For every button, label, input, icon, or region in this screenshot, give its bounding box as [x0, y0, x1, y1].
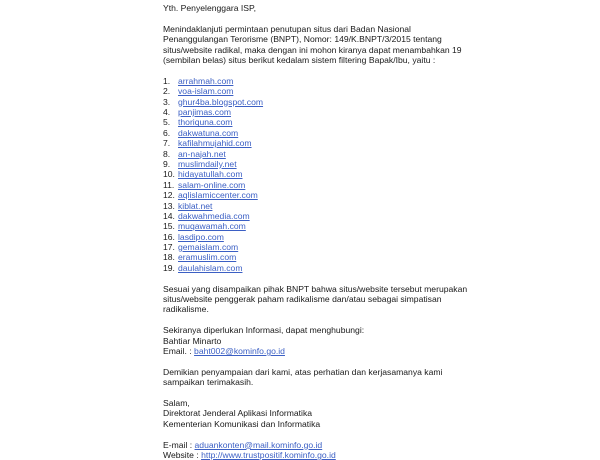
site-number: 1. — [163, 75, 171, 86]
site-number: 10. — [163, 169, 175, 180]
site-number: 8. — [163, 148, 171, 159]
site-number: 5. — [163, 117, 171, 128]
signature-greeting: Salam, — [163, 398, 190, 409]
salutation: Yth. Penyelenggara ISP, — [163, 3, 257, 13]
list-item — [163, 128, 583, 138]
list-item — [163, 107, 583, 117]
list-item — [163, 169, 583, 179]
intro-line: Penanggulangan Terorisme (BNPT), Nomor: 149/K.BNPT/3/2015 tentang — [163, 34, 442, 45]
closing-line: sampaikan terimakasih. — [163, 377, 254, 388]
site-link[interactable]: muqawamah.com — [178, 221, 246, 232]
list-item — [163, 232, 583, 242]
site-link[interactable]: dakwahmedia.com — [178, 210, 250, 221]
footer-website-row — [163, 450, 583, 460]
list-item — [163, 76, 583, 86]
list-item — [163, 159, 583, 169]
footer-website-label: Website : — [163, 450, 199, 460]
site-number: 2. — [163, 86, 171, 97]
site-link[interactable]: kiblat.net — [178, 200, 213, 211]
intro-line: situs/website radikal, maka dengan ini mohon kiranya dapat menambahkan 19 — [163, 44, 462, 55]
reason-line: situs/website penggerak paham radikalisme dan/atau sebagai simpatisan — [163, 294, 442, 305]
contact-name: Bahtiar Minarto — [163, 335, 222, 346]
site-number: 3. — [163, 96, 171, 107]
list-item — [163, 242, 583, 252]
contact-email-row — [163, 346, 583, 356]
intro-paragraph — [163, 24, 583, 66]
reason-line: radikalisme. — [163, 304, 209, 315]
list-item — [163, 221, 583, 231]
blocked-site-list — [163, 76, 583, 273]
site-number: 7. — [163, 138, 171, 149]
site-link[interactable]: an-najah.net — [178, 148, 226, 159]
site-number: 18. — [163, 252, 175, 263]
contact-intro: Sekiranya diperlukan Informasi, dapat menghubungi: — [163, 325, 365, 336]
closing-paragraph — [163, 367, 583, 388]
list-item — [163, 201, 583, 211]
footer-email-link[interactable]: aduankonten@mail.kominfo.go.id — [194, 439, 323, 450]
site-link[interactable]: lasdipo.com — [178, 231, 224, 242]
footer-email-label: E-mail : — [163, 439, 193, 450]
list-item — [163, 97, 583, 107]
site-link[interactable]: panjimas.com — [178, 106, 232, 117]
list-item — [163, 211, 583, 221]
signature-block — [163, 398, 583, 429]
site-link[interactable]: muslimdaily.net — [178, 158, 237, 169]
site-link[interactable]: daulahislam.com — [178, 262, 243, 273]
signature-department: Direktorat Jenderal Aplikasi Informatika — [163, 408, 313, 419]
site-link[interactable]: dakwatuna.com — [178, 127, 239, 138]
footer-website-link[interactable]: http://www.trustpositif.kominfo.go.id — [201, 450, 336, 460]
site-number: 17. — [163, 242, 175, 253]
signature-ministry: Kementerian Komunikasi dan Informatika — [163, 418, 321, 429]
list-item — [163, 180, 583, 190]
site-link[interactable]: voa-islam.com — [178, 86, 234, 97]
site-number: 6. — [163, 127, 171, 138]
contact-email-link[interactable]: baht002@kominfo.go.id — [194, 346, 285, 357]
reason-line: Sesuai yang disampaikan pihak BNPT bahwa situs/website tersebut merupakan — [163, 283, 468, 294]
site-number: 16. — [163, 231, 175, 242]
site-number: 14. — [163, 210, 175, 221]
list-item — [163, 117, 583, 127]
closing-line: Demikian penyampaian dari kami, atas perhatian dan kerjasamanya kami — [163, 366, 443, 377]
contact-block — [163, 325, 583, 356]
site-number: 13. — [163, 200, 175, 211]
intro-line: Menindaklanjuti permintaan penutupan situs dari Badan Nasional — [163, 23, 411, 34]
site-link[interactable]: aqlislamiccenter.com — [178, 190, 258, 201]
intro-line: (sembilan belas) situs berikut kedalam sistem filtering Bapak/Ibu, yaitu : — [163, 55, 436, 66]
footer-email-row — [163, 440, 583, 450]
list-item — [163, 138, 583, 148]
list-item — [163, 263, 583, 273]
email-letter-body — [163, 3, 583, 460]
site-link[interactable]: hidayatullah.com — [178, 169, 243, 180]
list-item — [163, 190, 583, 200]
site-number: 11. — [163, 179, 175, 190]
site-number: 9. — [163, 158, 171, 169]
site-number: 15. — [163, 221, 175, 232]
list-item — [163, 86, 583, 96]
site-link[interactable]: gemaislam.com — [178, 242, 239, 253]
list-item — [163, 149, 583, 159]
site-link[interactable]: ghur4ba.blogspot.com — [178, 96, 264, 107]
site-link[interactable]: kafilahmujahid.com — [178, 138, 252, 149]
reason-paragraph — [163, 284, 583, 315]
footer-contacts — [163, 440, 583, 460]
site-link[interactable]: eramuslim.com — [178, 252, 237, 263]
site-number: 4. — [163, 106, 171, 117]
site-link[interactable]: thoriquna.com — [178, 117, 233, 128]
site-number: 12. — [163, 190, 175, 201]
site-link[interactable]: arrahmah.com — [178, 75, 234, 86]
contact-email-label: Email. : — [163, 346, 192, 357]
site-link[interactable]: salam-online.com — [178, 179, 246, 190]
site-number: 19. — [163, 262, 175, 273]
list-item — [163, 252, 583, 262]
